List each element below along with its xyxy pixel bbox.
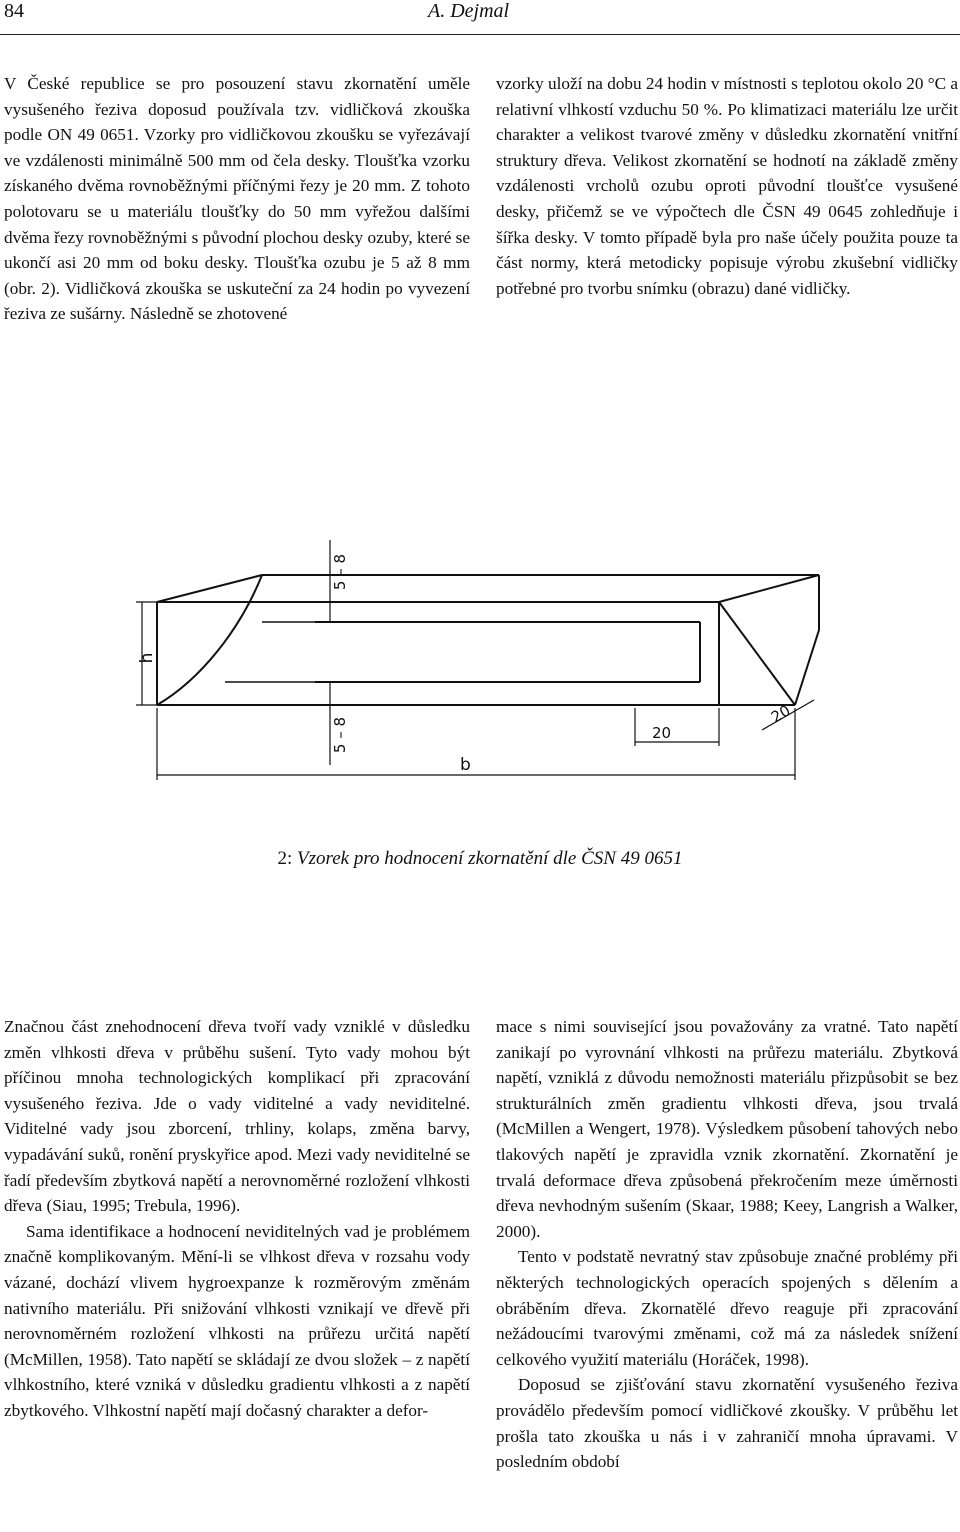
- top-left-edge: [157, 575, 262, 602]
- paragraph: Značnou část znehodnocení dřeva tvoří vady vzniklé v důsledku změn vlhkosti dřeva v průběhu sušení. Tyto vady mohou být příčinou mnoha technologických komplikací při zpracování vysušeného řeziva. Jde o vady viditelné a vady neviditelné. Viditelné vady jsou zborcení, trhliny, kolaps, změna barvy, vypadávání suků, ronění pryskyřice apod. Mezi vady neviditelné se řadí především zbytková napětí a nerovnoměrné rozložení vlhkosti dřeva (Siau, 1995; Trebula, 1996).: [4, 1017, 470, 1216]
- right-diagonal: [719, 602, 795, 705]
- page-header: [0, 0, 960, 30]
- paragraph: Tento v podstatě nevratný stav způsobuje značné problémy při některých technologických operacích spojených s dělením a obráběním dřeva. Zkornatělé dřevo reaguje při zpracování nežádoucími tvarovými změnami, což má za následek snížení celkového využití materiálu (Horáček, 1998).: [496, 1247, 958, 1369]
- bottom-left-column: [4, 1014, 470, 1424]
- label-20-b: 20: [768, 701, 794, 727]
- top-right-column: [496, 71, 958, 301]
- top-right-edge: [719, 575, 819, 602]
- page-number: 84: [4, 0, 24, 22]
- paragraph: vzorky uloží na dobu 24 hodin v místnosti s teplotou okolo 20 °C a relativní vlhkostí vzduchu 50 %. Po klimatizaci materiálu lze určit charakter a velikost tvarové změny v důsledku zkornatění vnitřní struktury dřeva. Velikost zkornatění se hodnotí na základě změny vzdálenosti vrcholů ozubu oproti původní tloušťce vysušené desky, přičemž se ve výpočtech dle ČSN 49 0645 zohledňuje i šířka desky. V tomto případě byla pro naše účely použita pouze ta část normy, která metodicky popisuje výrobu zkušební vidličky potřebné pro tvorbu snímku (obrazu) dané vidličky.: [496, 74, 958, 298]
- label-b: b: [460, 755, 471, 775]
- paragraph: mace s nimi související jsou považovány za vratné. Tato napětí zanikají po vyrovnání vlhkosti na průřezu materiálu. Zbytková napětí, vzniklá z důvodu nemožnosti materiálu přizpůsobit se bez strukturálních změn gradientu vlhkosti dřeva, jsou trvalá (McMillen a Wengert, 1978). Výsledkem působení tahových nebo tlakových napětí je zpravidla vznik zkornatění. Zkornatění je trvalá deformace dřeva způsobená překročením meze úměrnosti dřeva nevhodným sušením (Skaar, 1988; Keey, Langrish a Walker, 2000).: [496, 1017, 958, 1241]
- label-tooth-bottom: 5 – 8: [331, 716, 349, 754]
- bottom-right-column: [496, 1014, 958, 1475]
- top-left-column: [4, 71, 470, 327]
- caption-number: 2:: [277, 848, 293, 869]
- header-rule: [0, 34, 960, 35]
- label-h: h: [137, 652, 157, 664]
- paragraph: Doposud se zjišťování stavu zkornatění vysušeného řeziva provádělo především pomocí vidličkové zkoušky. V průběhu let prošla tato zkouška u nás i v zahraničí mnoha úpravami. V posledním období: [496, 1375, 958, 1472]
- label-20-a: 20: [652, 724, 672, 742]
- figure-caption: [0, 848, 960, 870]
- caption-text: Vzorek pro hodnocení zkornatění dle ČSN 49 0651: [297, 848, 683, 869]
- paragraph: Sama identifikace a hodnocení neviditelných vad je problémem značně komplikovaným. Mění-li se vlhkost dřeva v rozsahu vody vázané, dochází vlivem hygroexpanze k rozměrovým změnám nativního materiálu. Při snižování vlhkosti vznikají ve dřevě při nerovnoměrném rozložení vlhkosti na průřezu určitá napětí (McMillen, 1958). Tato napětí se skládají ze dvou složek – z napětí vlhkostního, které vzniká v důsledku gradientu vlhkosti a z napětí zbytkového. Vlhkostní napětí mají dočasný charakter a defor-: [4, 1221, 470, 1420]
- figure-2: [130, 530, 820, 790]
- fork-specimen-diagram: [130, 530, 820, 790]
- left-curved-end: [157, 575, 262, 705]
- paragraph: V České republice se pro posouzení stavu zkornatění uměle vysušeného řeziva doposud používala tzv. vidličková zkouška podle ON 49 0651. Vzorky pro vidličkovou zkoušku se vyřezávají ve vzdálenosti minimálně 500 mm od čela desky. Tloušťka vzorku získaného dvěma rovnoběžnými příčnými řezy je 20 mm. Z tohoto polotovaru se u materiálu tloušťky do 50 mm vyřežou dalšími dvěma řezy rovnoběžnými s původní plochou desky ozuby, které se ukončí asi 20 mm od boku desky. Tloušťka ozubu je 5 až 8 mm (obr. 2). Vidličková zkouška se uskuteční za 24 hodin po vyvezení řeziva ze sušárny. Následně se zhotovené: [4, 74, 470, 324]
- right-slope: [795, 630, 819, 705]
- running-author: A. Dejmal: [428, 0, 510, 22]
- label-tooth-top: 5 – 8: [331, 553, 349, 591]
